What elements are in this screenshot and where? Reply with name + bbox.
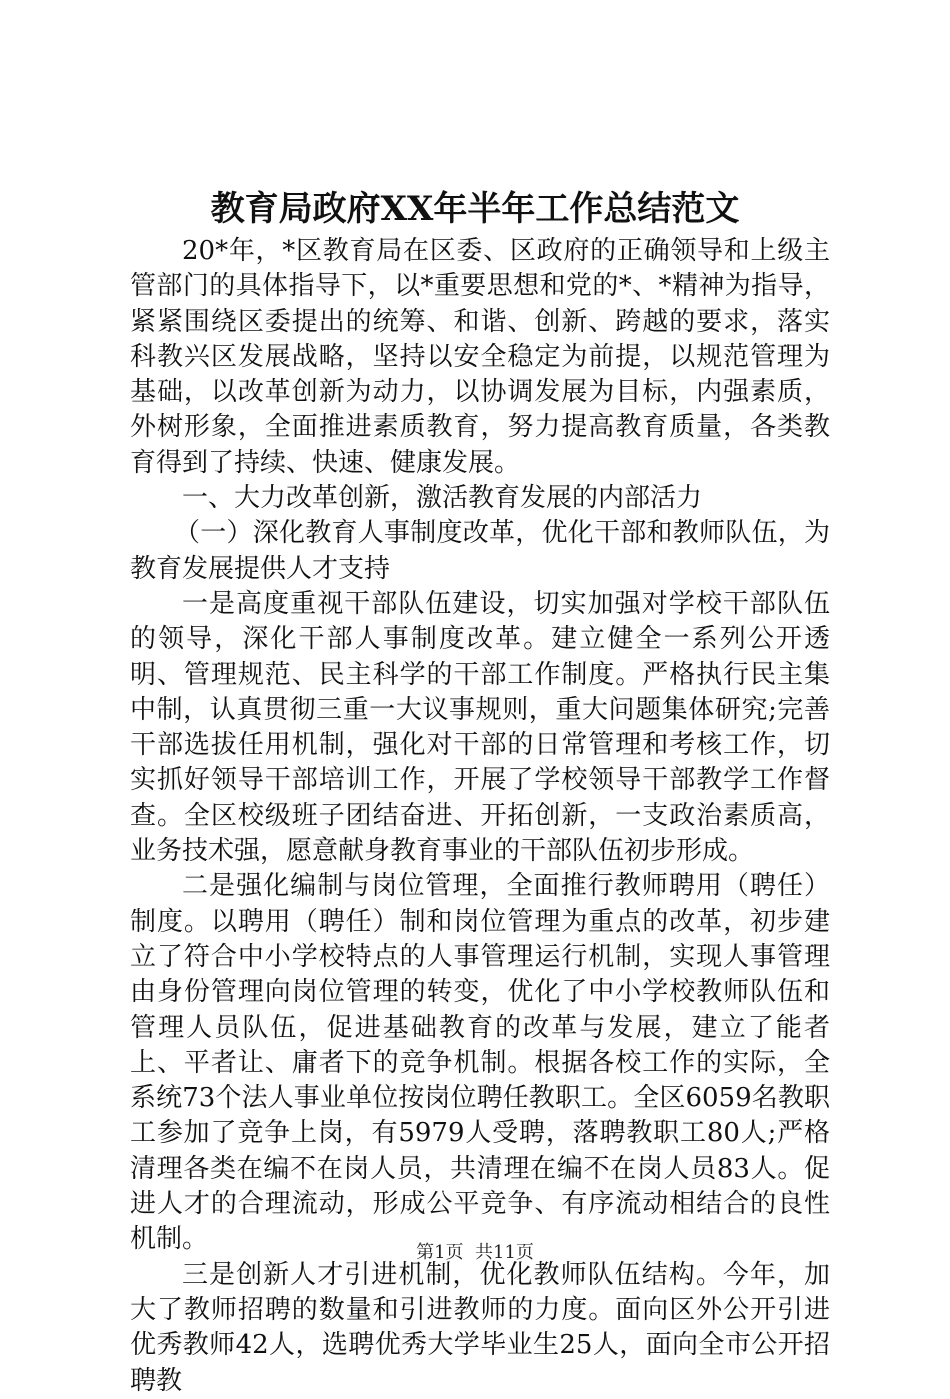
intro-paragraph: 20*年，*区教育局在区委、区政府的正确领导和上级主管部门的具体指导下，以*重要思想和党的*、*精神为指导，紧紧围绕区委提出的统筹、和谐、创新、跨越的要求，落实科教兴区发展战略，坚持以安全稳定为前提，以规范管理为基础，以改革创新为动力，以协调发展为目标，内强素质，外树形象，全面推进素质教育，努力提高教育质量，各类教育得到了持续、快速、健康发展。 <box>130 236 830 478</box>
body-paragraph-staffing: 二是强化编制与岗位管理，全面推行教师聘用（聘任）制度。以聘用（聘任）制和岗位管理为重点的改革，初步建立了符合中小学校特点的人事管理运行机制，实现人事管理由身份管理向岗位管理的转变，优化了中小学校教师队伍和管理人员队伍，促进基础教育的改革与发展，建立了能者上、平者让、庸者下的竞争机制。根据各校工作的实际，全系统73个法人事业单位按岗位聘任教职工。全区6059名教职工参加了竞争上岗，有5979人受聘，落聘教职工80人;严格清理各类在编不在岗人员，共清理在编不在岗人员83人。促进人才的合理流动，形成公平竞争、有序流动相结合的良性机制。 <box>130 871 830 1255</box>
body-paragraph-cadre: 一是高度重视干部队伍建设，切实加强对学校干部队伍的领导，深化干部人事制度改革。建立健全一系列公开透明、管理规范、民主科学的干部工作制度。严格执行民主集中制，认真贯彻三重一大议事规则，重大问题集体研究;完善干部选拔任用机制，强化对干部的日常管理和考核工作，切实抓好领导干部培训工作，开展了学校领导干部教学工作督查。全区校级班子团结奋进、开拓创新，一支政治素质高，业务技术强，愿意献身教育事业的干部队伍初步形成。 <box>130 588 830 867</box>
document-title: 教育局政府XX年半年工作总结范文 <box>210 189 740 229</box>
body-paragraph-talent: 三是创新人才引进机制，优化教师队伍结构。今年，加大了教师招聘的数量和引进教师的力度。面向区外公开引进优秀教师42人，选聘优秀大学毕业生25人，面向全市公开招聘教 <box>130 1259 830 1396</box>
section-heading: 一、大力改革创新，激活教育发展的内部活力 <box>182 483 703 514</box>
subsection-heading: （一）深化教育人事制度改革，优化干部和教师队伍，为教育发展提供人才支持 <box>130 518 830 584</box>
page-number: 第1页 <box>416 1242 464 1263</box>
footer-separator <box>464 1242 475 1263</box>
page-footer <box>0 1241 950 1265</box>
document-body <box>130 234 830 1399</box>
page-total: 共11页 <box>475 1242 534 1263</box>
